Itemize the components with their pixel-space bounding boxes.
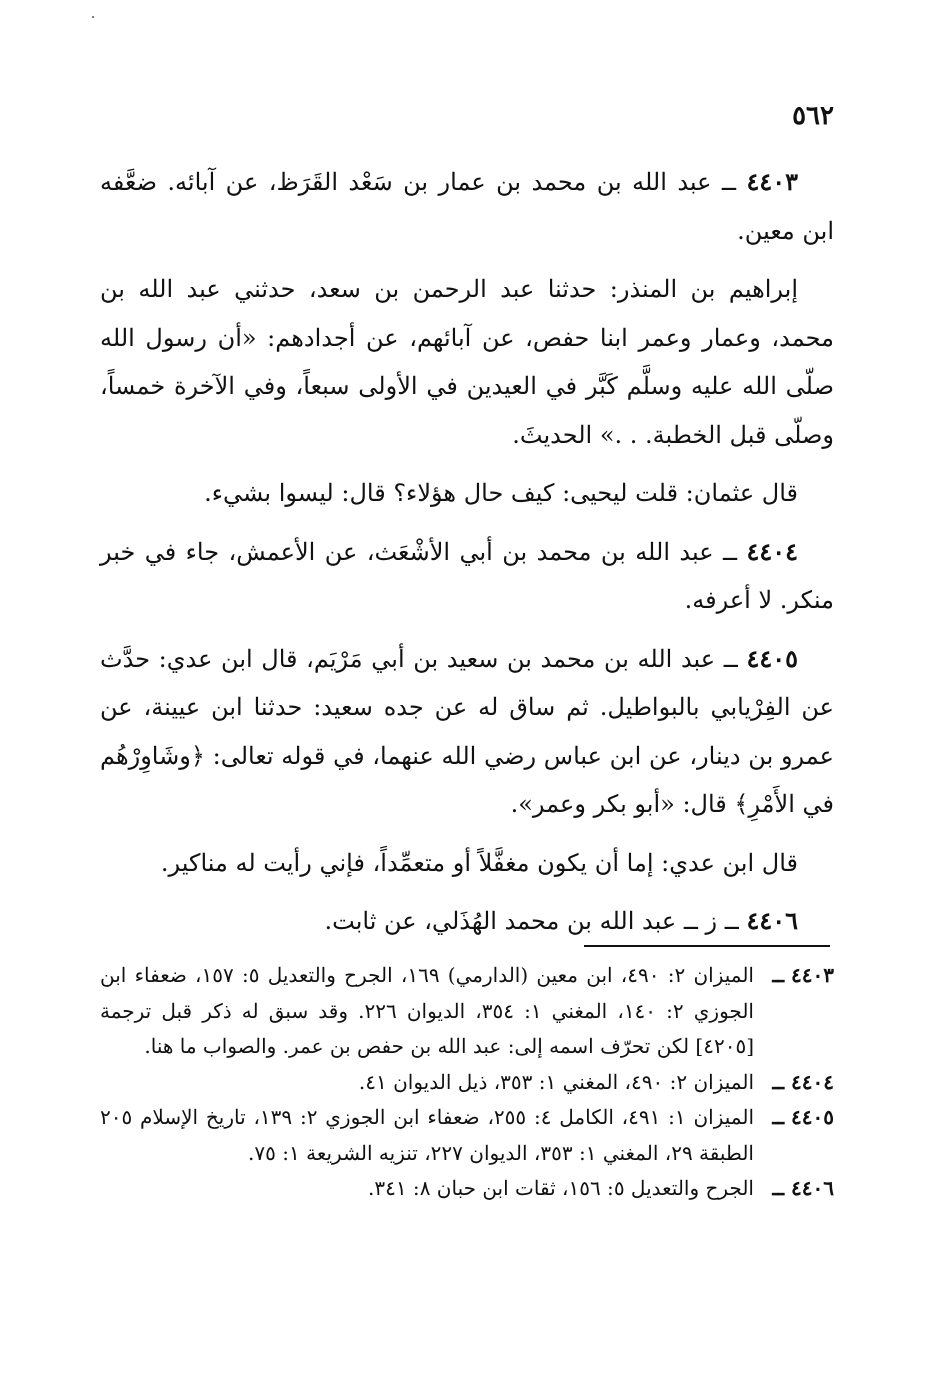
entry-text: ــ عبد الله بن محمد بن أبي الأشْعَث، عن الأعمش، جاء في خبر منكر. لا أعرفه. <box>100 537 834 614</box>
footnote-4406 <box>100 1171 834 1207</box>
paragraph-text: قال ابن عدي: إما أن يكون مغفَّلاً أو متعمِّداً، فإني رأيت له مناكير. <box>160 848 798 877</box>
paragraph-ibrahim <box>100 265 834 459</box>
entry-text: ــ ز ــ عبد الله بن محمد الهُذَلي، عن ثابت. <box>324 907 739 935</box>
paragraph-text: إبراهيم بن المنذر: حدثنا عبد الرحمن بن سعد، حدثني عبد الله بن محمد، وعمار وعمر ابنا حفص، عن آبائهم، عن أجدادهم: «أن رسول الله صلّى الله عليه وسلَّم كَبَّر في العيدين في الأولى سبعاً، وفي الآخرة خمساً، وصلّى قبل الخطبة. . .» الحديثَ. <box>100 275 834 449</box>
entry-number: ٤٤٠٤ <box>746 536 798 566</box>
entry-text: ــ عبد الله بن محمد بن سعيد بن أبي مَرْيَم، قال ابن عدي: حدَّث عن الفِرْيابي بالبواطيل. ثم ساق له عن جده سعيد: حدثنا ابن عيينة، عن عمرو بن دينار، عن ابن عباس رضي الله عنهما، في قوله تعالى: ﴿وشَاوِرْهُم في الأَمْرِ﴾ قال: «أبو بكر وعمر». <box>100 644 834 818</box>
entry-number: ٤٤٠٥ <box>746 643 798 673</box>
scan-speck <box>92 16 94 18</box>
footnote-number: ٤٤٠٦ ــ <box>772 1176 834 1200</box>
entry-number: ٤٤٠٣ <box>746 167 798 196</box>
footnote-number: ٤٤٠٥ ــ <box>772 1105 834 1129</box>
entry-4405 <box>100 635 834 829</box>
footnote-number: ٤٤٠٤ ــ <box>772 1069 834 1094</box>
main-text <box>100 158 834 956</box>
footnote-divider <box>584 945 830 947</box>
footnote-number: ٤٤٠٣ ــ <box>772 963 834 987</box>
paragraph-text: قال عثمان: قلت ليحيى: كيف حال هؤلاء؟ قال: ليسوا بشيء. <box>204 479 798 507</box>
paragraph-ibn-adi <box>100 839 834 888</box>
footnote-text: الميزان ٢: ٤٩٠، ابن معين (الدارمي) ١٦٩، الجرح والتعديل ٥: ١٥٧، ضعفاء ابن الجوزي ٢: ١٤٠، المغني ١: ٣٥٤، الديوان ٢٢٦. وقد سبق له ذكر قبل ترجمة [٤٢٠٥] لكن تحرّف اسمه إلى: عبد الله بن حفص بن عمر. والصواب ما هنا. <box>100 963 754 1058</box>
footnotes <box>100 958 834 1207</box>
footnote-4405 <box>100 1100 834 1171</box>
footnote-4404 <box>100 1065 834 1101</box>
footnote-text: الجرح والتعديل ٥: ١٥٦، ثقات ابن حبان ٨: ٣٤١. <box>367 1176 754 1200</box>
footnote-4403 <box>100 958 834 1065</box>
entry-4403 <box>100 158 834 255</box>
entry-4406 <box>100 897 834 946</box>
footnote-text: الميزان ١: ٤٩١، الكامل ٤: ٢٥٥، ضعفاء ابن الجوزي ٢: ١٣٩، تاريخ الإسلام ٢٠٥ الطبقة ٢٩، المغني ١: ٣٥٣، الديوان ٢٢٧، تنزيه الشريعة ١: ٧٥. <box>100 1105 754 1165</box>
entry-text: ــ عبد الله بن محمد بن عمار بن سَعْد القَرَظ، عن آبائه. ضعَّفه ابن معين. <box>100 168 834 245</box>
page-number: ٥٦٢ <box>792 101 834 131</box>
paragraph-uthman <box>100 469 834 518</box>
footnote-text: الميزان ٢: ٤٩٠، المغني ١: ٣٥٣، ذيل الديوان ٤١. <box>358 1069 754 1094</box>
entry-4404 <box>100 528 834 625</box>
entry-number: ٤٤٠٦ <box>746 906 798 935</box>
